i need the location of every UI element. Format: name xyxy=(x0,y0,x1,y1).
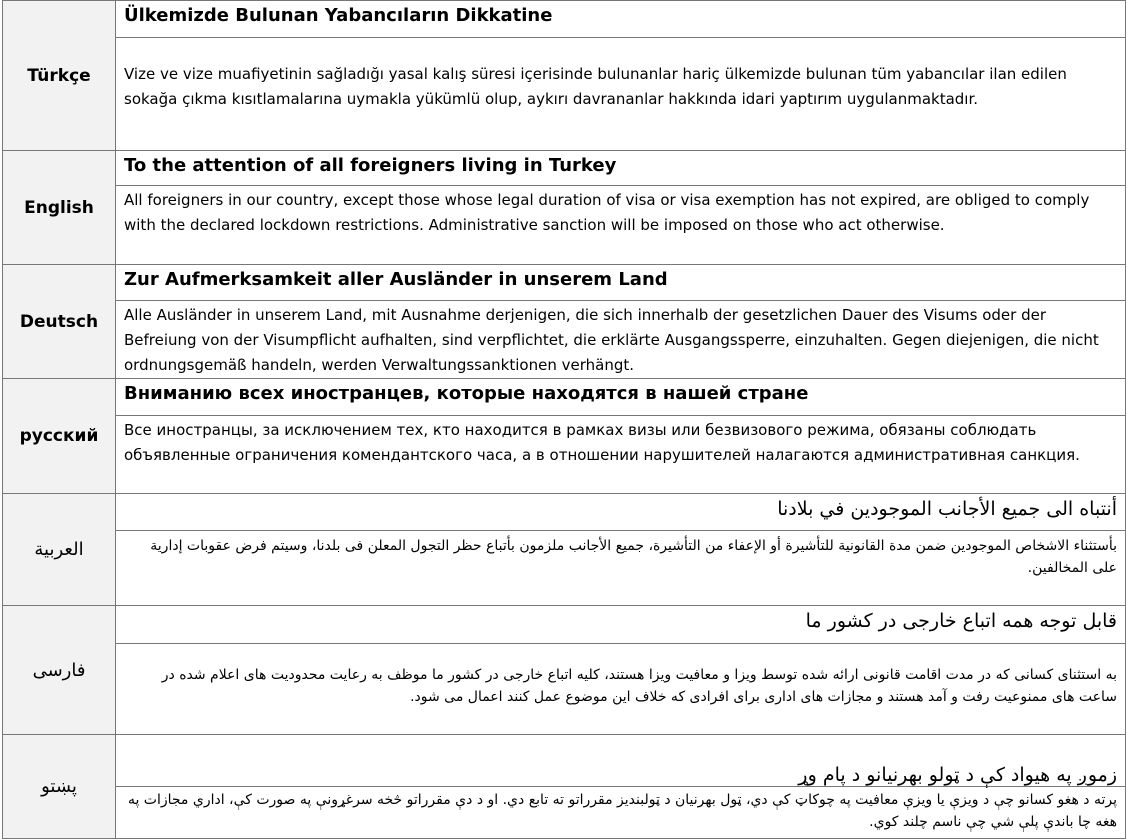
notice-body: Vize ve vize muafiyetinin sağladığı yasal kalış süresi içerisinde bulunanlar hariç ülkemizde bulunan tüm yabancılar ilan edilen sokağa çıkma kısıtlamalarına uymakla yükümlü olup, aykırı davrananlar hakkında idari yaptırım uygulanmaktadır. xyxy=(124,65,1067,108)
notice-cell xyxy=(116,265,1126,379)
table-row xyxy=(3,494,1126,606)
notice-body: Все иностранцы, за исключением тех, кто находится в рамках визы или безвизового режима, обязаны соблюдать объявленные ограничения комендантского часа, а в отношении нарушителей налагаются административная санкция. xyxy=(124,421,1080,464)
notice-title: Ülkemizde Bulunan Yabancıların Dikkatine xyxy=(116,1,1125,38)
language-label: русский xyxy=(3,379,116,494)
language-label: Deutsch xyxy=(3,265,116,379)
notice-title: أنتباه الى جميع الأجانب الموجودين في بلادنا xyxy=(116,494,1125,531)
language-label: فارسی xyxy=(3,606,116,735)
notice-cell xyxy=(116,606,1126,735)
notice-cell xyxy=(116,151,1126,265)
table-row xyxy=(3,735,1126,839)
language-label: العربية xyxy=(3,494,116,606)
notice-title: زموږ په هیواد کې د ټولو بهرنیانو د پام وړ xyxy=(116,735,1125,787)
table-row xyxy=(3,1,1126,151)
table-row xyxy=(3,379,1126,494)
notice-body: به استثنای کسانی که در مدت اقامت قانونی ارائه شده توسط ویزا و معافیت ویزا هستند، کلیه اتباع خارجی در کشور ما موظف به رعایت محدودیت های اعلام شده در ساعت های ممنوعیت رفت و آمد هستند و مجازات های اداری برای افرادی که خلاف این موضوع عمل کنند اعمال می شود. xyxy=(161,667,1117,705)
notice-cell xyxy=(116,494,1126,606)
notice-title: To the attention of all foreigners living in Turkey xyxy=(116,151,1125,186)
table-row xyxy=(3,151,1126,265)
table-row xyxy=(3,606,1126,735)
language-label: Türkçe xyxy=(3,1,116,151)
notice-title: Zur Aufmerksamkeit aller Ausländer in unserem Land xyxy=(116,265,1125,301)
language-label: پښتو xyxy=(3,735,116,839)
notice-body: بأستثناء الاشخاص الموجودين ضمن مدة القانونية للتأشيرة أو الإعفاء من التأشيرة، جميع الأجانب ملزمون بأتباع حظر التجول المعلن فى بلدنا، وسيتم فرض عقوبات إدارية على المخالفين. xyxy=(150,538,1117,576)
notice-cell xyxy=(116,1,1126,151)
notice-title: Вниманию всех иностранцев, которые находятся в нашей стране xyxy=(116,379,1125,416)
notice-body: All foreigners in our country, except those whose legal duration of visa or visa exemption has not expired, are obliged to comply with the declared lockdown restrictions. Administrative sanction will be imposed on those who act otherwise. xyxy=(124,191,1090,234)
notice-body: پرته د هغو کسانو چې د ویزې یا ویزې معافیت په چوکاټ کې دي، ټول بهرنیان د ټولبندیز مقرراتو ته تابع دي. او د دې مقرراتو څخه سرغړونې په صورت کې، اداري مجازات په هغه چا باندې پلې شي چې ناسم چلند کوي. xyxy=(127,792,1117,830)
notice-cell xyxy=(116,735,1126,839)
language-label: English xyxy=(3,151,116,265)
table-row xyxy=(3,265,1126,379)
notice-title: قابل توجه همه اتباع خارجی در کشور ما xyxy=(116,606,1125,644)
announcement-table xyxy=(2,0,1126,839)
notice-cell xyxy=(116,379,1126,494)
notice-body: Alle Ausländer in unserem Land, mit Ausnahme derjenigen, die sich innerhalb der gesetzlichen Dauer des Visums oder der Befreiung von der Visumpflicht aufhalten, sind verpflichtet, die erklärte Ausgangssperre, einzuhalten. Gegen diejenigen, die nicht ordnungsgemäß handeln, werden Verwaltungssanktionen verhängt. xyxy=(124,306,1099,374)
